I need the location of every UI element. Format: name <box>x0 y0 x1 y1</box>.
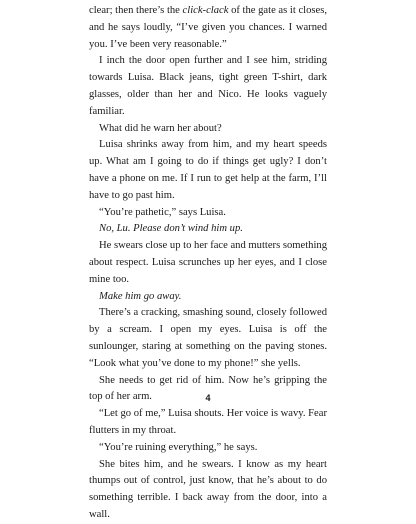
text-run: “Let go of me,” Luisa shouts. Her voice is wavy. Fear flutters in my throat. <box>89 408 327 436</box>
body-text <box>89 3 327 524</box>
text-run: Make him go away. <box>99 290 182 302</box>
text-run: What did he warn her about? <box>99 122 222 134</box>
text-run: He swears close up to her face and mutters something about respect. Luisa scrunches up her eyes, and I close mine too. <box>89 240 327 285</box>
paragraph <box>89 289 327 306</box>
text-run: Luisa shrinks away from him, and my heart speeds up. What am I going to do if things get ugly? I don’t have a phone on me. If I run to get help at the farm, I’ll have to go past him. <box>89 139 327 201</box>
paragraph <box>89 3 327 53</box>
paragraph <box>89 121 327 138</box>
paragraph <box>89 457 327 524</box>
paragraph <box>89 205 327 222</box>
text-run: clear; then there’s the <box>89 5 183 16</box>
text-run: “You’re ruining everything,” he says. <box>99 441 258 453</box>
paragraph <box>89 305 327 372</box>
italic-text: click-clack <box>182 5 229 16</box>
page-number: 4 <box>205 393 211 403</box>
paragraph <box>89 53 327 120</box>
paragraph <box>89 440 327 457</box>
text-run: I inch the door open further and I see him, striding towards Luisa. Black jeans, tight green T-shirt, dark glasses, older than her and Nico. He looks vaguely familiar. <box>89 55 327 117</box>
paragraph <box>89 137 327 204</box>
paragraph <box>89 238 327 288</box>
text-run: She bites him, and he swears. I know as my heart thumps out of control, just know, that he’s about to do something terrible. I back away from the door, into a wall. <box>89 458 327 520</box>
text-run: There’s a cracking, smashing sound, closely followed by a scream. I open my eyes. Luisa is off the sunlounger, staring at something on the paving stones. “Look what you’ve done to my phone!” she yells. <box>89 307 327 369</box>
paragraph <box>89 221 327 238</box>
text-run: “You’re pathetic,” says Luisa. <box>99 206 226 218</box>
text-run: She needs to get rid of him. Now he’s gripping the top of her arm. <box>89 374 327 403</box>
text-run: of the gate as it closes, and he says loudly, “I’ve given you chances. I warned you. I’ve been very reasonable.” <box>89 5 327 50</box>
text-run: No, Lu. Please don’t wind him up. <box>99 223 243 235</box>
paragraph <box>89 406 327 440</box>
